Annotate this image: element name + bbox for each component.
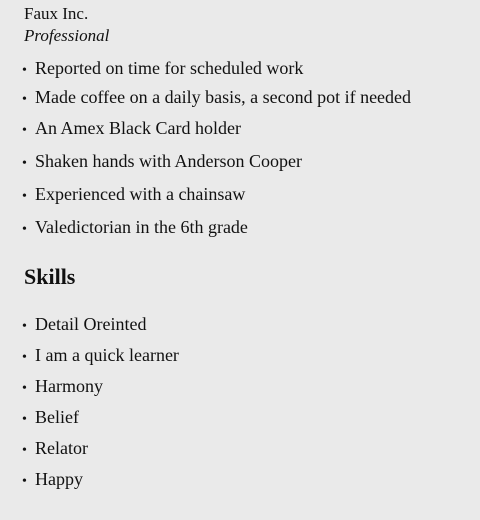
list-item-text: Reported on time for scheduled work (35, 58, 304, 78)
list-item (22, 375, 103, 400)
list-item (22, 183, 245, 208)
job-title: Professional (24, 26, 110, 45)
list-item-text: Belief (35, 407, 79, 427)
job-company: Faux Inc. (24, 4, 89, 23)
list-item (22, 86, 411, 111)
list-item (22, 437, 88, 462)
bullet-icon: • (22, 63, 27, 78)
list-item (22, 150, 302, 175)
list-item-text: Valedictorian in the 6th grade (35, 217, 248, 237)
list-item (22, 313, 146, 338)
list-item-text: An Amex Black Card holder (35, 118, 241, 138)
list-item-text: I am a quick learner (35, 345, 179, 365)
list-item-text: Experienced with a chainsaw (35, 184, 246, 204)
list-item (22, 117, 241, 142)
list-item (22, 468, 83, 493)
bullet-icon: • (22, 222, 27, 237)
bullet-icon: • (22, 350, 27, 365)
bullet-icon: • (22, 412, 27, 427)
bullet-icon: • (22, 156, 27, 171)
list-item-text: Harmony (35, 376, 103, 396)
bullet-icon: • (22, 319, 27, 334)
list-item (22, 406, 79, 431)
list-item-text: Relator (35, 438, 88, 458)
list-item (22, 216, 248, 241)
list-item (22, 344, 179, 369)
bullet-icon: • (22, 474, 27, 489)
bullet-icon: • (22, 381, 27, 396)
list-item-text: Happy (35, 469, 83, 489)
bullet-icon: • (22, 443, 27, 458)
list-item-text: Detail Oreinted (35, 314, 147, 334)
bullet-icon: • (22, 92, 27, 107)
bullet-icon: • (22, 189, 27, 204)
list-item-text: Shaken hands with Anderson Cooper (35, 151, 302, 171)
list-item (22, 57, 303, 82)
list-item-text: Made coffee on a daily basis, a second pot if needed (35, 87, 412, 107)
bullet-icon: • (22, 123, 27, 138)
skills-heading: Skills (24, 264, 76, 289)
